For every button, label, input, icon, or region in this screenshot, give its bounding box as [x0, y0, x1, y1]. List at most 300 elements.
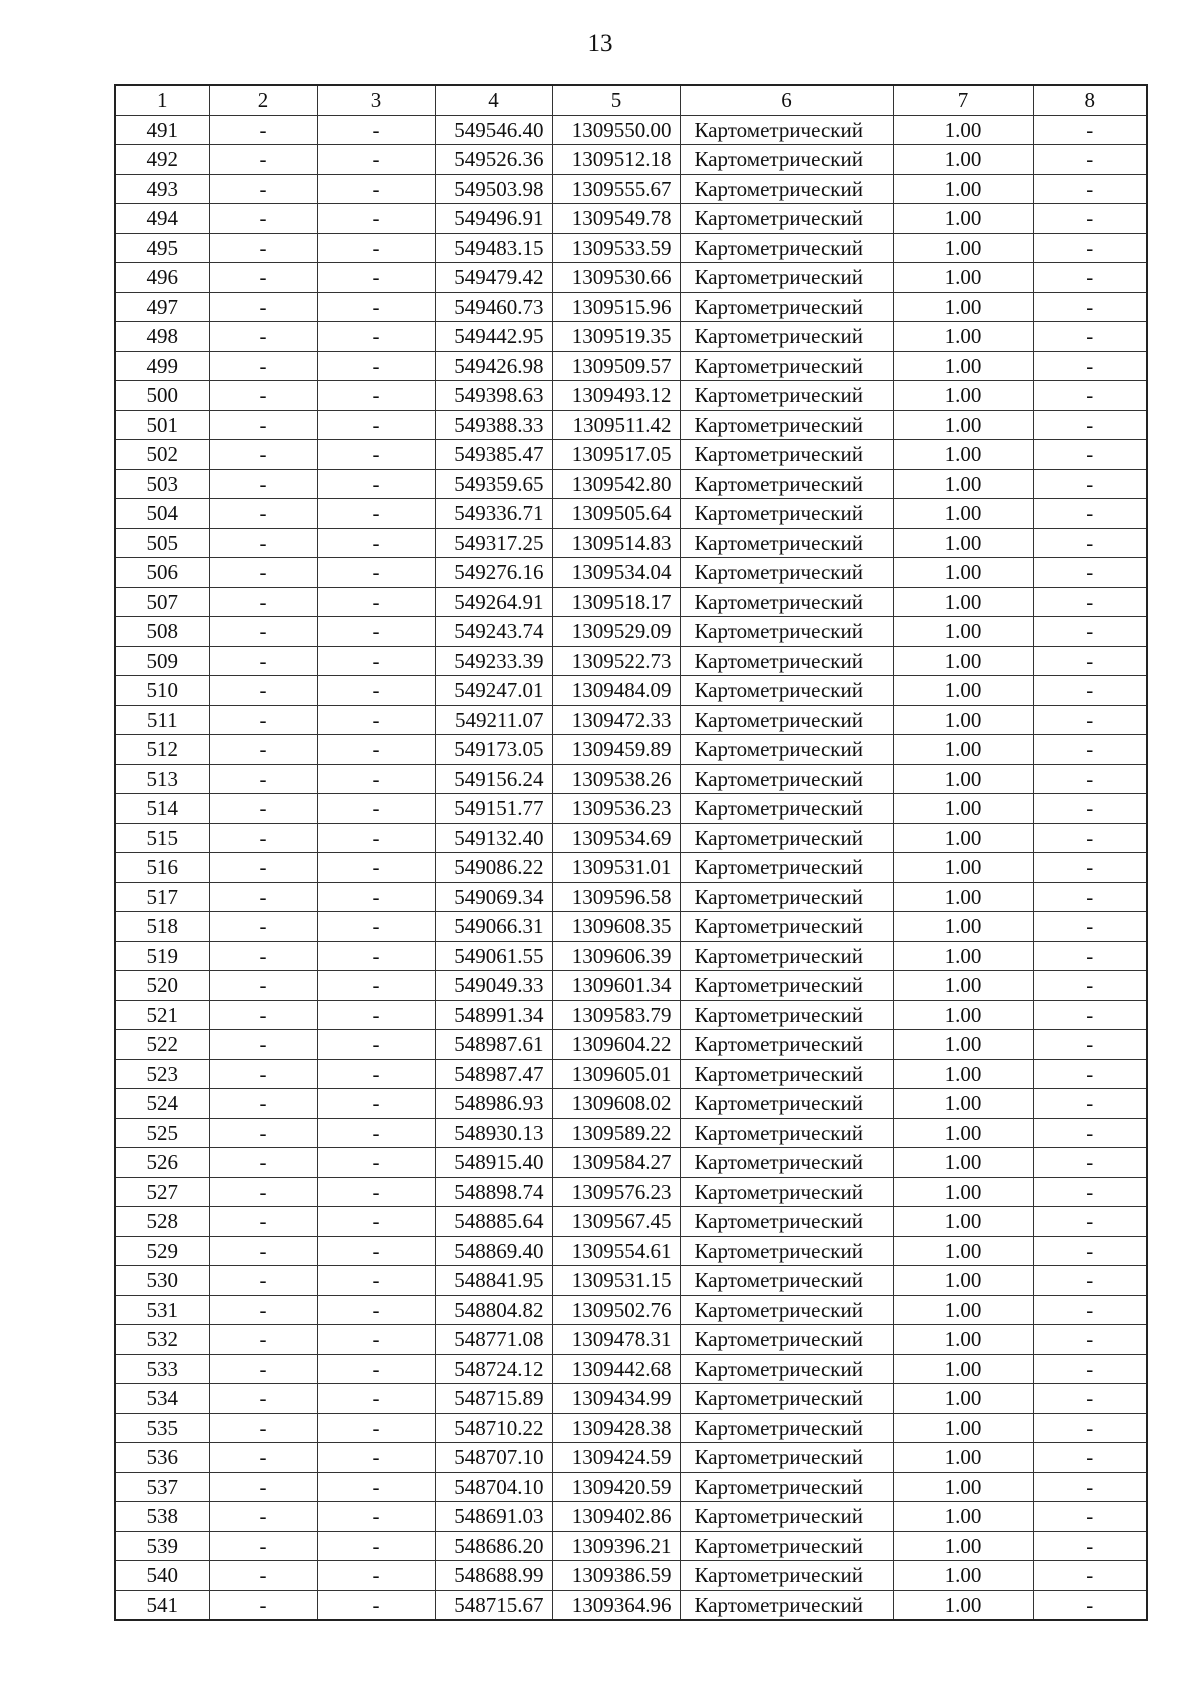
- table-row: [115, 1384, 1147, 1414]
- table-cell-col-3: -: [317, 587, 435, 617]
- table-cell-col-3: -: [317, 1295, 435, 1325]
- table-cell-col-3: -: [317, 1384, 435, 1414]
- table-cell-col-1: 491: [115, 115, 209, 145]
- table-cell-col-4: 548688.99: [435, 1561, 552, 1591]
- table-cell-col-8: -: [1033, 705, 1147, 735]
- table-cell-col-7: 1.00: [893, 381, 1033, 411]
- table-cell-col-7: 1.00: [893, 1236, 1033, 1266]
- table-cell-col-4: 548704.10: [435, 1472, 552, 1502]
- table-cell-col-1: 538: [115, 1502, 209, 1532]
- table-cell-col-8: -: [1033, 440, 1147, 470]
- table-cell-col-3: -: [317, 1089, 435, 1119]
- table-cell-col-8: -: [1033, 1177, 1147, 1207]
- table-cell-col-4: 549388.33: [435, 410, 552, 440]
- table-cell-col-6: Картометрический: [680, 941, 893, 971]
- table-row: [115, 912, 1147, 942]
- table-cell-col-1: 498: [115, 322, 209, 352]
- column-header-8: 8: [1033, 85, 1147, 115]
- table-cell-col-2: -: [209, 882, 317, 912]
- table-cell-col-5: 1309364.96: [552, 1590, 680, 1620]
- table-cell-col-6: Картометрический: [680, 322, 893, 352]
- table-row: [115, 469, 1147, 499]
- table-cell-col-2: -: [209, 292, 317, 322]
- table-cell-col-3: -: [317, 1118, 435, 1148]
- table-cell-col-4: 549385.47: [435, 440, 552, 470]
- table-cell-col-1: 499: [115, 351, 209, 381]
- table-cell-col-1: 537: [115, 1472, 209, 1502]
- table-cell-col-1: 504: [115, 499, 209, 529]
- table-cell-col-5: 1309589.22: [552, 1118, 680, 1148]
- table-cell-col-6: Картометрический: [680, 1089, 893, 1119]
- table-cell-col-7: 1.00: [893, 499, 1033, 529]
- table-row: [115, 1118, 1147, 1148]
- table-cell-col-7: 1.00: [893, 1443, 1033, 1473]
- table-row: [115, 115, 1147, 145]
- table-cell-col-3: -: [317, 410, 435, 440]
- table-row: [115, 735, 1147, 765]
- table-cell-col-5: 1309459.89: [552, 735, 680, 765]
- table-cell-col-6: Картометрический: [680, 1561, 893, 1591]
- coordinates-table-container: [114, 84, 1146, 1621]
- table-cell-col-7: 1.00: [893, 853, 1033, 883]
- table-cell-col-2: -: [209, 558, 317, 588]
- table-cell-col-4: 548715.89: [435, 1384, 552, 1414]
- table-cell-col-5: 1309424.59: [552, 1443, 680, 1473]
- table-cell-col-1: 513: [115, 764, 209, 794]
- table-cell-col-1: 525: [115, 1118, 209, 1148]
- table-cell-col-8: -: [1033, 1472, 1147, 1502]
- table-cell-col-6: Картометрический: [680, 499, 893, 529]
- table-cell-col-2: -: [209, 1177, 317, 1207]
- table-row: [115, 1266, 1147, 1296]
- table-cell-col-7: 1.00: [893, 676, 1033, 706]
- table-cell-col-3: -: [317, 617, 435, 647]
- table-cell-col-4: 548686.20: [435, 1531, 552, 1561]
- table-cell-col-1: 495: [115, 233, 209, 263]
- table-cell-col-5: 1309517.05: [552, 440, 680, 470]
- table-cell-col-2: -: [209, 735, 317, 765]
- table-cell-col-1: 531: [115, 1295, 209, 1325]
- table-cell-col-5: 1309434.99: [552, 1384, 680, 1414]
- table-cell-col-5: 1309428.38: [552, 1413, 680, 1443]
- table-cell-col-3: -: [317, 912, 435, 942]
- table-cell-col-2: -: [209, 646, 317, 676]
- table-row: [115, 882, 1147, 912]
- table-cell-col-3: -: [317, 853, 435, 883]
- table-cell-col-7: 1.00: [893, 1207, 1033, 1237]
- table-cell-col-2: -: [209, 1148, 317, 1178]
- table-cell-col-5: 1309505.64: [552, 499, 680, 529]
- table-cell-col-2: -: [209, 676, 317, 706]
- table-cell-col-8: -: [1033, 1118, 1147, 1148]
- table-cell-col-1: 512: [115, 735, 209, 765]
- table-cell-col-5: 1309519.35: [552, 322, 680, 352]
- table-row: [115, 1207, 1147, 1237]
- table-cell-col-6: Картометрический: [680, 912, 893, 942]
- column-header-6: 6: [680, 85, 893, 115]
- table-cell-col-6: Картометрический: [680, 1531, 893, 1561]
- table-cell-col-1: 526: [115, 1148, 209, 1178]
- table-cell-col-8: -: [1033, 381, 1147, 411]
- table-cell-col-2: -: [209, 499, 317, 529]
- table-cell-col-6: Картометрический: [680, 1325, 893, 1355]
- table-cell-col-1: 533: [115, 1354, 209, 1384]
- table-cell-col-1: 511: [115, 705, 209, 735]
- table-cell-col-8: -: [1033, 322, 1147, 352]
- table-cell-col-1: 539: [115, 1531, 209, 1561]
- table-cell-col-3: -: [317, 705, 435, 735]
- table-cell-col-1: 500: [115, 381, 209, 411]
- table-cell-col-1: 536: [115, 1443, 209, 1473]
- table-cell-col-5: 1309442.68: [552, 1354, 680, 1384]
- table-cell-col-6: Картометрический: [680, 1384, 893, 1414]
- table-row: [115, 558, 1147, 588]
- table-cell-col-7: 1.00: [893, 1561, 1033, 1591]
- table-row: [115, 1443, 1147, 1473]
- table-cell-col-5: 1309529.09: [552, 617, 680, 647]
- table-cell-col-5: 1309533.59: [552, 233, 680, 263]
- table-cell-col-8: -: [1033, 617, 1147, 647]
- table-row: [115, 646, 1147, 676]
- table-cell-col-6: Картометрический: [680, 1236, 893, 1266]
- table-cell-col-4: 549233.39: [435, 646, 552, 676]
- table-cell-col-7: 1.00: [893, 1089, 1033, 1119]
- table-cell-col-5: 1309608.02: [552, 1089, 680, 1119]
- table-cell-col-1: 515: [115, 823, 209, 853]
- column-header-5: 5: [552, 85, 680, 115]
- table-cell-col-8: -: [1033, 1443, 1147, 1473]
- table-cell-col-7: 1.00: [893, 617, 1033, 647]
- table-cell-col-7: 1.00: [893, 735, 1033, 765]
- table-cell-col-7: 1.00: [893, 1030, 1033, 1060]
- table-cell-col-2: -: [209, 764, 317, 794]
- table-cell-col-8: -: [1033, 499, 1147, 529]
- table-cell-col-7: 1.00: [893, 1148, 1033, 1178]
- table-cell-col-4: 549503.98: [435, 174, 552, 204]
- table-row: [115, 1030, 1147, 1060]
- table-cell-col-6: Картометрический: [680, 1059, 893, 1089]
- table-cell-col-2: -: [209, 1561, 317, 1591]
- table-cell-col-1: 540: [115, 1561, 209, 1591]
- table-cell-col-3: -: [317, 794, 435, 824]
- table-cell-col-4: 549483.15: [435, 233, 552, 263]
- table-cell-col-6: Картометрический: [680, 587, 893, 617]
- table-cell-col-7: 1.00: [893, 1472, 1033, 1502]
- table-cell-col-4: 549069.34: [435, 882, 552, 912]
- table-row: [115, 617, 1147, 647]
- table-cell-col-5: 1309567.45: [552, 1207, 680, 1237]
- table-cell-col-1: 529: [115, 1236, 209, 1266]
- table-cell-col-2: -: [209, 1059, 317, 1089]
- table-cell-col-3: -: [317, 528, 435, 558]
- table-cell-col-7: 1.00: [893, 882, 1033, 912]
- table-cell-col-6: Картометрический: [680, 1502, 893, 1532]
- table-cell-col-3: -: [317, 233, 435, 263]
- table-cell-col-8: -: [1033, 1590, 1147, 1620]
- table-cell-col-3: -: [317, 499, 435, 529]
- table-cell-col-8: -: [1033, 1148, 1147, 1178]
- table-cell-col-7: 1.00: [893, 292, 1033, 322]
- table-cell-col-1: 530: [115, 1266, 209, 1296]
- table-cell-col-8: -: [1033, 676, 1147, 706]
- table-row: [115, 705, 1147, 735]
- table-cell-col-2: -: [209, 1118, 317, 1148]
- table-cell-col-1: 520: [115, 971, 209, 1001]
- table-cell-col-4: 549359.65: [435, 469, 552, 499]
- table-cell-col-5: 1309531.01: [552, 853, 680, 883]
- table-row: [115, 764, 1147, 794]
- table-cell-col-4: 548691.03: [435, 1502, 552, 1532]
- table-cell-col-3: -: [317, 1236, 435, 1266]
- table-cell-col-2: -: [209, 322, 317, 352]
- table-cell-col-8: -: [1033, 263, 1147, 293]
- table-cell-col-2: -: [209, 1295, 317, 1325]
- table-cell-col-4: 549398.63: [435, 381, 552, 411]
- table-cell-col-2: -: [209, 145, 317, 175]
- table-cell-col-5: 1309472.33: [552, 705, 680, 735]
- table-cell-col-3: -: [317, 292, 435, 322]
- table-cell-col-3: -: [317, 823, 435, 853]
- column-header-1: 1: [115, 85, 209, 115]
- table-cell-col-1: 528: [115, 1207, 209, 1237]
- table-cell-col-8: -: [1033, 735, 1147, 765]
- table-cell-col-1: 534: [115, 1384, 209, 1414]
- table-cell-col-5: 1309605.01: [552, 1059, 680, 1089]
- table-row: [115, 1590, 1147, 1620]
- table-row: [115, 1059, 1147, 1089]
- table-cell-col-7: 1.00: [893, 1177, 1033, 1207]
- table-row: [115, 676, 1147, 706]
- table-cell-col-4: 549264.91: [435, 587, 552, 617]
- table-cell-col-7: 1.00: [893, 823, 1033, 853]
- table-cell-col-7: 1.00: [893, 941, 1033, 971]
- table-cell-col-5: 1309554.61: [552, 1236, 680, 1266]
- table-cell-col-4: 549247.01: [435, 676, 552, 706]
- table-cell-col-8: -: [1033, 646, 1147, 676]
- table-cell-col-8: -: [1033, 1502, 1147, 1532]
- table-cell-col-1: 518: [115, 912, 209, 942]
- table-cell-col-8: -: [1033, 853, 1147, 883]
- table-cell-col-1: 509: [115, 646, 209, 676]
- table-cell-col-8: -: [1033, 145, 1147, 175]
- table-cell-col-6: Картометрический: [680, 115, 893, 145]
- table-row: [115, 941, 1147, 971]
- table-cell-col-4: 549442.95: [435, 322, 552, 352]
- table-cell-col-6: Картометрический: [680, 528, 893, 558]
- table-cell-col-3: -: [317, 646, 435, 676]
- table-cell-col-3: -: [317, 1502, 435, 1532]
- table-cell-col-7: 1.00: [893, 971, 1033, 1001]
- table-cell-col-2: -: [209, 912, 317, 942]
- table-cell-col-8: -: [1033, 1207, 1147, 1237]
- table-cell-col-5: 1309512.18: [552, 145, 680, 175]
- table-cell-col-8: -: [1033, 764, 1147, 794]
- table-row: [115, 1295, 1147, 1325]
- table-cell-col-2: -: [209, 1089, 317, 1119]
- table-cell-col-6: Картометрический: [680, 617, 893, 647]
- table-row: [115, 410, 1147, 440]
- table-row: [115, 174, 1147, 204]
- table-cell-col-4: 548724.12: [435, 1354, 552, 1384]
- table-cell-col-5: 1309538.26: [552, 764, 680, 794]
- table-cell-col-2: -: [209, 1384, 317, 1414]
- table-cell-col-5: 1309522.73: [552, 646, 680, 676]
- table-cell-col-5: 1309484.09: [552, 676, 680, 706]
- table-cell-col-1: 523: [115, 1059, 209, 1089]
- table-cell-col-3: -: [317, 1148, 435, 1178]
- table-cell-col-8: -: [1033, 204, 1147, 234]
- table-cell-col-4: 549151.77: [435, 794, 552, 824]
- table-row: [115, 1354, 1147, 1384]
- table-cell-col-6: Картометрический: [680, 263, 893, 293]
- table-cell-col-8: -: [1033, 941, 1147, 971]
- table-cell-col-4: 549156.24: [435, 764, 552, 794]
- table-cell-col-4: 548715.67: [435, 1590, 552, 1620]
- table-header-row: [115, 85, 1147, 115]
- table-cell-col-1: 497: [115, 292, 209, 322]
- table-cell-col-8: -: [1033, 1089, 1147, 1119]
- table-cell-col-6: Картометрический: [680, 558, 893, 588]
- table-cell-col-4: 548991.34: [435, 1000, 552, 1030]
- table-cell-col-5: 1309583.79: [552, 1000, 680, 1030]
- table-cell-col-1: 527: [115, 1177, 209, 1207]
- table-cell-col-3: -: [317, 1531, 435, 1561]
- table-cell-col-8: -: [1033, 528, 1147, 558]
- table-cell-col-3: -: [317, 941, 435, 971]
- table-cell-col-1: 493: [115, 174, 209, 204]
- table-row: [115, 322, 1147, 352]
- table-cell-col-7: 1.00: [893, 528, 1033, 558]
- table-cell-col-7: 1.00: [893, 558, 1033, 588]
- table-cell-col-6: Картометрический: [680, 1148, 893, 1178]
- table-cell-col-6: Картометрический: [680, 1266, 893, 1296]
- table-cell-col-2: -: [209, 794, 317, 824]
- table-cell-col-6: Картометрический: [680, 735, 893, 765]
- table-cell-col-5: 1309518.17: [552, 587, 680, 617]
- table-cell-col-1: 524: [115, 1089, 209, 1119]
- table-cell-col-4: 548930.13: [435, 1118, 552, 1148]
- table-cell-col-5: 1309534.04: [552, 558, 680, 588]
- table-cell-col-4: 548898.74: [435, 1177, 552, 1207]
- table-row: [115, 1177, 1147, 1207]
- table-cell-col-7: 1.00: [893, 705, 1033, 735]
- table-cell-col-2: -: [209, 233, 317, 263]
- table-cell-col-4: 549049.33: [435, 971, 552, 1001]
- table-cell-col-7: 1.00: [893, 322, 1033, 352]
- table-cell-col-1: 492: [115, 145, 209, 175]
- table-cell-col-3: -: [317, 1030, 435, 1060]
- table-cell-col-7: 1.00: [893, 351, 1033, 381]
- table-cell-col-1: 514: [115, 794, 209, 824]
- table-cell-col-7: 1.00: [893, 587, 1033, 617]
- table-cell-col-3: -: [317, 735, 435, 765]
- table-cell-col-1: 505: [115, 528, 209, 558]
- table-cell-col-5: 1309514.83: [552, 528, 680, 558]
- table-cell-col-7: 1.00: [893, 1325, 1033, 1355]
- table-cell-col-4: 548841.95: [435, 1266, 552, 1296]
- table-cell-col-8: -: [1033, 233, 1147, 263]
- table-cell-col-2: -: [209, 1207, 317, 1237]
- table-cell-col-6: Картометрический: [680, 1354, 893, 1384]
- table-cell-col-5: 1309531.15: [552, 1266, 680, 1296]
- table-cell-col-5: 1309555.67: [552, 174, 680, 204]
- table-cell-col-4: 548987.47: [435, 1059, 552, 1089]
- table-cell-col-2: -: [209, 1413, 317, 1443]
- table-cell-col-5: 1309604.22: [552, 1030, 680, 1060]
- table-cell-col-2: -: [209, 1000, 317, 1030]
- table-cell-col-4: 549211.07: [435, 705, 552, 735]
- table-cell-col-4: 549066.31: [435, 912, 552, 942]
- table-cell-col-4: 549317.25: [435, 528, 552, 558]
- table-cell-col-1: 506: [115, 558, 209, 588]
- table-cell-col-8: -: [1033, 912, 1147, 942]
- column-header-3: 3: [317, 85, 435, 115]
- table-row: [115, 853, 1147, 883]
- table-cell-col-5: 1309606.39: [552, 941, 680, 971]
- table-row: [115, 204, 1147, 234]
- table-cell-col-3: -: [317, 1354, 435, 1384]
- table-cell-col-2: -: [209, 528, 317, 558]
- table-cell-col-8: -: [1033, 823, 1147, 853]
- table-cell-col-8: -: [1033, 1266, 1147, 1296]
- table-cell-col-6: Картометрический: [680, 676, 893, 706]
- table-cell-col-6: Картометрический: [680, 440, 893, 470]
- table-cell-col-6: Картометрический: [680, 292, 893, 322]
- table-row: [115, 528, 1147, 558]
- table-cell-col-7: 1.00: [893, 263, 1033, 293]
- table-cell-col-7: 1.00: [893, 912, 1033, 942]
- table-cell-col-2: -: [209, 469, 317, 499]
- table-cell-col-2: -: [209, 1502, 317, 1532]
- table-cell-col-1: 517: [115, 882, 209, 912]
- table-cell-col-5: 1309584.27: [552, 1148, 680, 1178]
- table-cell-col-7: 1.00: [893, 1295, 1033, 1325]
- table-cell-col-6: Картометрический: [680, 469, 893, 499]
- table-cell-col-7: 1.00: [893, 115, 1033, 145]
- table-cell-col-8: -: [1033, 174, 1147, 204]
- table-cell-col-5: 1309530.66: [552, 263, 680, 293]
- table-cell-col-6: Картометрический: [680, 1472, 893, 1502]
- table-cell-col-1: 502: [115, 440, 209, 470]
- table-cell-col-6: Картометрический: [680, 1295, 893, 1325]
- table-cell-col-4: 548771.08: [435, 1325, 552, 1355]
- table-cell-col-4: 549496.91: [435, 204, 552, 234]
- table-row: [115, 971, 1147, 1001]
- table-cell-col-5: 1309502.76: [552, 1295, 680, 1325]
- table-cell-col-8: -: [1033, 1413, 1147, 1443]
- table-cell-col-6: Картометрический: [680, 1030, 893, 1060]
- table-cell-col-4: 548869.40: [435, 1236, 552, 1266]
- table-cell-col-3: -: [317, 1561, 435, 1591]
- table-cell-col-5: 1309534.69: [552, 823, 680, 853]
- table-cell-col-8: -: [1033, 115, 1147, 145]
- table-cell-col-3: -: [317, 676, 435, 706]
- table-cell-col-6: Картометрический: [680, 823, 893, 853]
- table-cell-col-2: -: [209, 587, 317, 617]
- table-cell-col-6: Картометрический: [680, 794, 893, 824]
- table-cell-col-3: -: [317, 1325, 435, 1355]
- table-cell-col-6: Картометрический: [680, 233, 893, 263]
- table-cell-col-2: -: [209, 1236, 317, 1266]
- table-cell-col-3: -: [317, 1590, 435, 1620]
- table-cell-col-7: 1.00: [893, 440, 1033, 470]
- table-row: [115, 381, 1147, 411]
- coordinates-table: [114, 84, 1148, 1621]
- table-cell-col-5: 1309420.59: [552, 1472, 680, 1502]
- table-cell-col-4: 548987.61: [435, 1030, 552, 1060]
- table-cell-col-6: Картометрический: [680, 764, 893, 794]
- table-cell-col-5: 1309550.00: [552, 115, 680, 145]
